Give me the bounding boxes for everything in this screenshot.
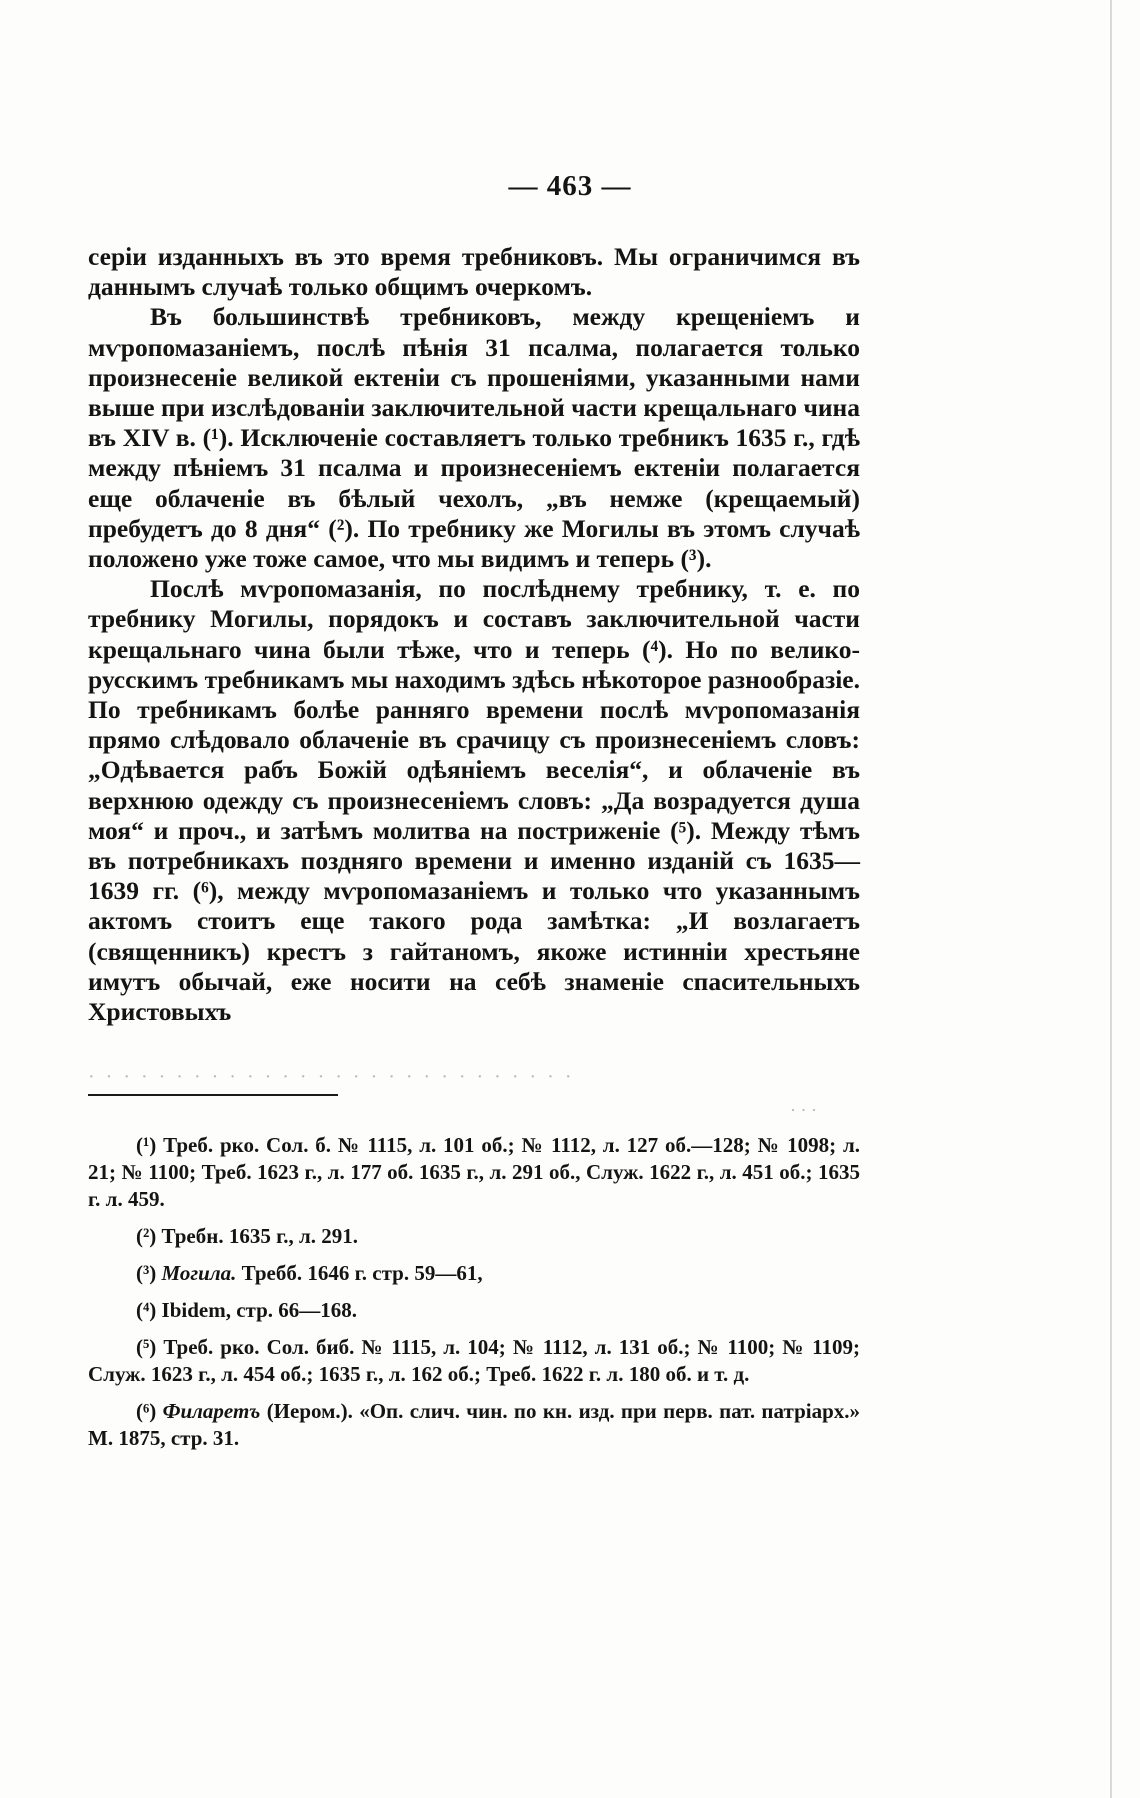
footnote-author: Могила. (161, 1261, 237, 1285)
footnote-5 (88, 1334, 860, 1388)
footnote-mark: (⁴) (136, 1298, 157, 1322)
footnote-mark: (²) (136, 1224, 157, 1248)
footnote-separator (88, 1094, 338, 1096)
footnote-3 (88, 1260, 860, 1287)
footnote-text: Треб. рко. Сол. биб. № 1115, л. 104; № 1112, л. 131 об.; № 1100; № 1109; Служ. 1623 г., л. 454 об.; 1635 г., л. 162 об.; Треб. 1622 г. л. 180 об. и т. д. (88, 1335, 860, 1386)
paragraph-2: Въ большинствѣ требниковъ, между крещеніемъ и мѵропомазаніемъ, послѣ пѣнія 31 псалма, полагается только произнесеніе великой ектеніи съ прошеніями, указанными нами выше при изслѣдованіи заключительной части крещальнаго чина въ XIV в. (¹). Исключеніе составляетъ только требникъ 1635 г., гдѣ между пѣніемъ 31 псалма и произнесеніемъ ектеніи полагается еще облаченіе въ бѣлый чехолъ, „въ немже (крещаемый) пребудетъ до 8 дня“ (²). По требнику же Могилы въ этомъ случаѣ положено уже тоже самое, что мы видимъ и теперь (³). (88, 302, 860, 574)
page-edge (1110, 0, 1112, 1798)
footnote-4 (88, 1297, 860, 1324)
footnote-text: Требн. 1635 г., л. 291. (161, 1224, 359, 1248)
footnote-text: Требб. 1646 г. стр. 59—61, (241, 1261, 483, 1285)
bleed-through-mark: · · · (790, 1100, 817, 1120)
bleed-through-line: · · · · · · · · · · · · · · · · · · · · · · · · · · · · (88, 1066, 575, 1088)
footnote-6 (88, 1398, 860, 1452)
footnote-mark: (⁶) (136, 1399, 157, 1423)
main-text (88, 242, 860, 1027)
footnote-text: Треб. рко. Сол. б. № 1115, л. 101 об.; № 1112, л. 127 об.—128; № 1098; л. 21; № 1100; Треб. 1623 г., л. 177 об. 1635 г., л. 291 об., Служ. 1622 г., л. 451 об.; 1635 г. л. 459. (88, 1133, 860, 1211)
footnote-text: (Иером.). «Оп. слич. чин. по кн. изд. при перв. пат. патріарх.» М. 1875, стр. 31. (88, 1399, 861, 1450)
footnote-mark: (¹) (136, 1133, 157, 1157)
footnote-mark: (⁵) (136, 1335, 157, 1359)
footnote-author: Филаретъ (162, 1399, 261, 1423)
footnote-text: Ibidem, стр. 66—168. (161, 1298, 358, 1322)
footnotes (88, 1132, 860, 1462)
footnote-1 (88, 1132, 860, 1213)
paragraph-3: Послѣ мѵропомазанія, по послѣднему требнику, т. е. по требнику Могилы, порядокъ и составъ заключительной части крещальнаго чина были тѣже, что и теперь (⁴). Но по велико-русскимъ требникамъ мы находимъ здѣсь нѣкоторое разнообразіе. По требникамъ болѣе ранняго времени послѣ мѵропомазанія прямо слѣдовало облаченіе въ срачицу съ произнесеніемъ словъ: „Одѣвается рабъ Божій одѣяніемъ веселія“, и облаченіе въ верхнюю одежду съ произнесеніемъ словъ: „Да возрадуется душа моя“ и проч., и затѣмъ молитва на постриженіе (⁵). Между тѣмъ въ потребникахъ поздняго времени и именно изданій съ 1635—1639 гг. (⁶), между мѵропомазаніемъ и только что указаннымъ актомъ стоитъ еще такого рода замѣтка: „И возлагаетъ (священникъ) крестъ з гайтаномъ, якоже истинніи хрестьяне имутъ обычай, еже носити на себѣ знаменіе спасительныхъ Христовыхъ (88, 574, 860, 1027)
paragraph-1: серіи изданныхъ въ это время требниковъ. Мы ограничимся въ даннымъ случаѣ только общимъ очеркомъ. (88, 242, 860, 302)
page-number: — 463 — (508, 170, 632, 202)
footnote-2 (88, 1223, 860, 1250)
footnote-mark: (³) (136, 1261, 157, 1285)
